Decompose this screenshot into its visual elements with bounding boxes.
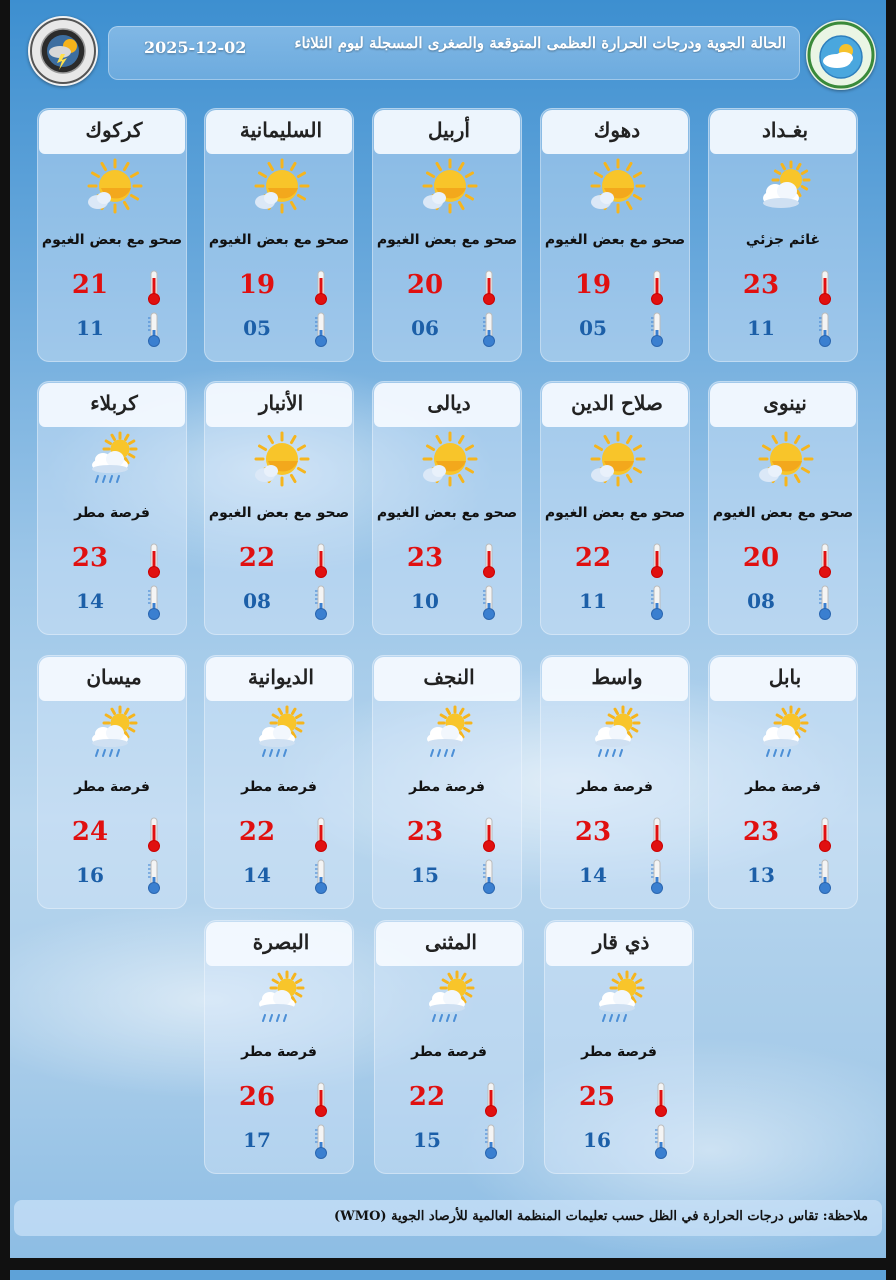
- min-temperature: 11: [76, 316, 104, 340]
- thermometer-hot-icon: [818, 270, 832, 306]
- city-name: الديوانية: [248, 665, 314, 689]
- min-temperature: 05: [579, 316, 607, 340]
- max-temperature: 21: [71, 270, 109, 300]
- thermometer-cold-icon: [314, 585, 328, 621]
- max-temperature: 22: [238, 543, 276, 573]
- city-card: [708, 655, 858, 909]
- bulletin-title: الحالة الجوية ودرجات الحرارة العظمى المتوقعة والصغرى المسجلة ليوم الثلاثاء: [294, 34, 786, 52]
- city-card-header: [206, 110, 352, 154]
- city-name: المثنى: [425, 930, 477, 954]
- rain-chance-icon: [419, 970, 481, 1032]
- city-card-header: [546, 922, 692, 966]
- min-temperature: 08: [243, 589, 271, 613]
- max-temperature: 23: [406, 543, 444, 573]
- city-name: البصرة: [252, 930, 310, 954]
- city-name: بابل: [768, 665, 802, 689]
- weather-condition: فرصة مطر: [241, 779, 317, 795]
- sunny-few-clouds-icon: [249, 158, 311, 220]
- thermometer-cold-icon: [650, 859, 664, 895]
- city-card-header: [710, 657, 856, 701]
- thermometer-hot-icon: [650, 817, 664, 853]
- temperature-note: ملاحظة: تقاس درجات الحرارة في الظل حسب تعليمات المنظمة العالمية للأرصاد الجوية (WMO): [333, 1209, 868, 1224]
- city-name: الأنبار: [258, 391, 304, 415]
- city-card-header: [206, 657, 352, 701]
- thermometer-hot-icon: [147, 543, 161, 579]
- max-temperature: 24: [71, 817, 109, 847]
- city-card-header: [39, 657, 185, 701]
- city-card-header: [542, 383, 688, 427]
- city-card: [37, 108, 187, 362]
- min-temperature: 05: [243, 316, 271, 340]
- city-name: السليمانية: [239, 118, 323, 142]
- thermometer-cold-icon: [818, 585, 832, 621]
- meteorological-authority-logo: [806, 20, 876, 90]
- city-card-header: [542, 657, 688, 701]
- weather-condition: صحو مع بعض الغيوم: [544, 232, 686, 248]
- weather-condition: فرصة مطر: [74, 505, 150, 521]
- weather-condition: غائم جزئي: [745, 232, 821, 248]
- thermometer-cold-icon: [818, 859, 832, 895]
- city-name: ذي قار: [592, 930, 650, 954]
- max-temperature: 22: [408, 1082, 446, 1112]
- city-card: [374, 920, 524, 1174]
- weather-condition: فرصة مطر: [577, 779, 653, 795]
- city-card-header: [374, 657, 520, 701]
- city-name: كربلاء: [90, 391, 138, 415]
- city-card-header: [710, 383, 856, 427]
- city-card-header: [39, 383, 185, 427]
- city-name: نينوى: [763, 391, 807, 415]
- city-card: [204, 920, 354, 1174]
- max-temperature: 23: [574, 817, 612, 847]
- city-card-header: [710, 110, 856, 154]
- max-temperature: 26: [238, 1082, 276, 1112]
- city-card: [372, 655, 522, 909]
- thermometer-cold-icon: [654, 1124, 668, 1160]
- city-card-header: [542, 110, 688, 154]
- weather-condition: فرصة مطر: [745, 779, 821, 795]
- city-card-header: [374, 383, 520, 427]
- city-card: [204, 108, 354, 362]
- thermometer-cold-icon: [147, 312, 161, 348]
- max-temperature: 23: [406, 817, 444, 847]
- min-temperature: 16: [76, 863, 104, 887]
- rain-chance-icon: [585, 705, 647, 767]
- min-temperature: 16: [583, 1128, 611, 1152]
- thermometer-hot-icon: [654, 1082, 668, 1118]
- rain-chance-icon: [82, 705, 144, 767]
- max-temperature: 22: [238, 817, 276, 847]
- city-card: [708, 108, 858, 362]
- sunny-few-clouds-icon: [82, 158, 144, 220]
- city-card-header: [376, 922, 522, 966]
- rain-chance-icon: [589, 970, 651, 1032]
- thermometer-cold-icon: [314, 312, 328, 348]
- weather-condition: فرصة مطر: [581, 1044, 657, 1060]
- thermometer-hot-icon: [484, 1082, 498, 1118]
- weather-condition: صحو مع بعض الغيوم: [712, 505, 854, 521]
- thermometer-cold-icon: [314, 1124, 328, 1160]
- city-name: النجف: [423, 665, 475, 689]
- rain-chance-icon: [249, 970, 311, 1032]
- thermometer-hot-icon: [818, 817, 832, 853]
- max-temperature: 23: [71, 543, 109, 573]
- city-name: واسط: [591, 665, 643, 689]
- thermometer-cold-icon: [482, 585, 496, 621]
- bulletin-date: 2025-12-02: [144, 38, 247, 57]
- thermometer-cold-icon: [147, 585, 161, 621]
- city-name: صلاح الدين: [571, 391, 663, 415]
- max-temperature: 22: [574, 543, 612, 573]
- max-temperature: 20: [406, 270, 444, 300]
- max-temperature: 19: [574, 270, 612, 300]
- thermometer-cold-icon: [484, 1124, 498, 1160]
- min-temperature: 15: [413, 1128, 441, 1152]
- thermometer-cold-icon: [818, 312, 832, 348]
- forecast-department-logo: [28, 16, 98, 86]
- weather-condition: صحو مع بعض الغيوم: [208, 232, 350, 248]
- thermometer-hot-icon: [482, 817, 496, 853]
- weather-bulletin: [10, 0, 886, 1258]
- partly-cloudy-icon: [753, 158, 815, 220]
- max-temperature: 20: [742, 543, 780, 573]
- min-temperature: 11: [747, 316, 775, 340]
- bottom-strip: [10, 1270, 886, 1280]
- city-card: [37, 381, 187, 635]
- min-temperature: 06: [411, 316, 439, 340]
- sunny-few-clouds-icon: [753, 431, 815, 493]
- city-card: [372, 381, 522, 635]
- city-card-header: [39, 110, 185, 154]
- header-banner: [108, 26, 800, 80]
- rain-chance-icon: [417, 705, 479, 767]
- thermometer-hot-icon: [818, 543, 832, 579]
- city-card-header: [206, 383, 352, 427]
- min-temperature: 14: [579, 863, 607, 887]
- thermometer-hot-icon: [482, 543, 496, 579]
- thermometer-hot-icon: [482, 270, 496, 306]
- thermometer-cold-icon: [650, 312, 664, 348]
- min-temperature: 10: [411, 589, 439, 613]
- thermometer-hot-icon: [314, 270, 328, 306]
- city-card: [372, 108, 522, 362]
- city-name: ميسان: [86, 665, 142, 689]
- city-card: [708, 381, 858, 635]
- footer-note-bar: [14, 1200, 882, 1236]
- min-temperature: 14: [243, 863, 271, 887]
- thermometer-hot-icon: [650, 543, 664, 579]
- rain-chance-icon: [82, 431, 144, 493]
- thermometer-hot-icon: [314, 1082, 328, 1118]
- sunny-few-clouds-icon: [585, 431, 647, 493]
- city-card: [204, 655, 354, 909]
- thermometer-hot-icon: [147, 817, 161, 853]
- sunny-few-clouds-icon: [249, 431, 311, 493]
- city-card: [540, 655, 690, 909]
- weather-condition: فرصة مطر: [409, 779, 485, 795]
- city-card: [37, 655, 187, 909]
- thermometer-hot-icon: [650, 270, 664, 306]
- rain-chance-icon: [249, 705, 311, 767]
- weather-condition: فرصة مطر: [411, 1044, 487, 1060]
- thermometer-hot-icon: [147, 270, 161, 306]
- max-temperature: 23: [742, 817, 780, 847]
- city-name: دهوك: [593, 118, 641, 142]
- sunny-few-clouds-icon: [417, 431, 479, 493]
- min-temperature: 14: [76, 589, 104, 613]
- weather-condition: صحو مع بعض الغيوم: [544, 505, 686, 521]
- min-temperature: 08: [747, 589, 775, 613]
- weather-condition: صحو مع بعض الغيوم: [41, 232, 183, 248]
- thermometer-cold-icon: [147, 859, 161, 895]
- min-temperature: 17: [243, 1128, 271, 1152]
- weather-condition: فرصة مطر: [241, 1044, 317, 1060]
- city-card: [204, 381, 354, 635]
- city-name: بغـداد: [761, 118, 809, 142]
- city-card-header: [206, 922, 352, 966]
- city-card: [544, 920, 694, 1174]
- min-temperature: 13: [747, 863, 775, 887]
- city-card: [540, 381, 690, 635]
- city-card: [540, 108, 690, 362]
- weather-condition: صحو مع بعض الغيوم: [376, 505, 518, 521]
- max-temperature: 23: [742, 270, 780, 300]
- thermometer-cold-icon: [314, 859, 328, 895]
- rain-chance-icon: [753, 705, 815, 767]
- thermometer-cold-icon: [482, 312, 496, 348]
- thermometer-hot-icon: [314, 543, 328, 579]
- weather-condition: فرصة مطر: [74, 779, 150, 795]
- min-temperature: 15: [411, 863, 439, 887]
- max-temperature: 25: [578, 1082, 616, 1112]
- min-temperature: 11: [579, 589, 607, 613]
- thermometer-hot-icon: [314, 817, 328, 853]
- city-card-header: [374, 110, 520, 154]
- city-name: كركوك: [85, 118, 143, 142]
- weather-condition: صحو مع بعض الغيوم: [376, 232, 518, 248]
- weather-condition: صحو مع بعض الغيوم: [208, 505, 350, 521]
- sunny-few-clouds-icon: [585, 158, 647, 220]
- thermometer-cold-icon: [482, 859, 496, 895]
- max-temperature: 19: [238, 270, 276, 300]
- thermometer-cold-icon: [650, 585, 664, 621]
- sunny-few-clouds-icon: [417, 158, 479, 220]
- city-name: ديالى: [427, 391, 471, 415]
- city-name: أربيل: [428, 118, 470, 142]
